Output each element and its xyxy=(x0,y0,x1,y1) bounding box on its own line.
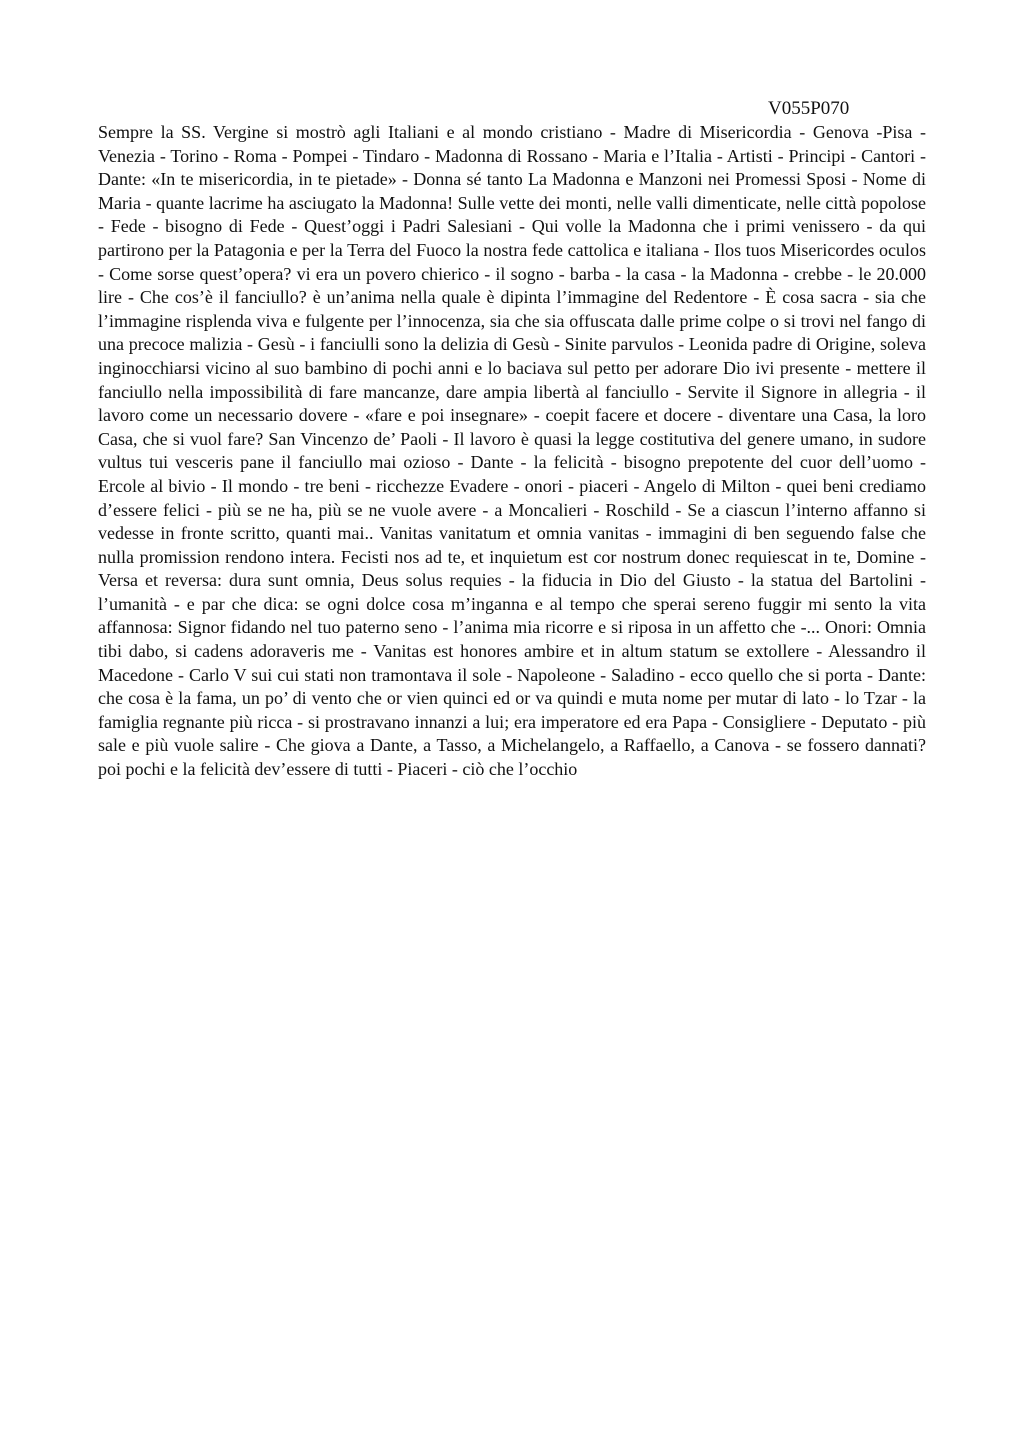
body-paragraph: Sempre la SS. Vergine si mostrò agli Italiani e al mondo cristiano - Madre di Misericordia - Genova -Pisa - Venezia - Torino - Roma - Pompei - Tindaro - Madonna di Rossano - Maria e l’Italia - Artisti - Principi - Cantori - Dante: «In te misericordia, in te pietade» - Donna sé tanto La Madonna e Manzoni nei Promessi Sposi - Nome di Maria - quante lacrime ha asciugato la Madonna! Sulle vette dei monti, nelle valli dimenticate, nelle città popolose - Fede - bisogno di Fede - Quest’oggi i Padri Salesiani - Qui volle la Madonna che i primi venissero - da qui partirono per la Patagonia e per la Terra del Fuoco la nostra fede cattolica e italiana - Ilos tuos Misericordes oculos - Come sorse quest’opera? vi era un povero chierico - il sogno - barba - la casa - la Madonna - crebbe - le 20.000 lire - Che cos’è il fanciullo? è un’anima nella quale è dipinta l’immagine del Redentore - È cosa sacra - sia che l’immagine risplenda viva e fulgente per l’innocenza, sia che sia offuscata dalle prime colpe o si trovi nel fango di una precoce malizia - Gesù - i fanciulli sono la delizia di Gesù - Sinite parvulos - Leonida padre di Origine, soleva inginocchiarsi vicino al suo bambino di pochi anni e lo baciava sul petto per adorare Dio ivi presente - mettere il fanciullo nella impossibilità di fare mancanze, dare ampia libertà al fanciullo - Servite il Signore in allegria - il lavoro come un necessario dovere - «fare e poi insegnare» - coepit facere et docere - diventare una Casa, la loro Casa, che si vuol fare? San Vincenzo de’ Paoli - Il lavoro è quasi la legge costitutiva del genere umano, in sudore vultus tui vesceris pane il fanciullo mai ozioso - Dante - la felicità - bisogno prepotente del cuor dell’uomo - Ercole al bivio - Il mondo - tre beni - ricchezze Evadere - onori - piaceri - Angelo di Milton - quei beni crediamo d’essere felici - più se ne ha, più se ne vuole avere - a Moncalieri - Roschild - Se a ciascun l’interno affanno si vedesse in fronte scritto, quanti mai.. Vanitas vanitatum et omnia vanitas - immagini di ben seguendo false che nulla promission rendono intera. Fecisti nos ad te, et inquietum est cor nostrum donec requiescat in te, Domine - Versa et reversa: dura sunt omnia, Deus solus requies - la fiducia in Dio del Giusto - la statua del Bartolini - l’umanità - e par che dica: se ogni dolce cosa m’inganna e al tempo che sperai sereno fuggir mi sento la vita affannosa: Signor fidando nel tuo paterno seno - l’anima mia ricorre e si riposa in un affetto che -... Onori: Omnia tibi dabo, si cadens adoraveris me - Vanitas est honores ambire et in altum statum se extollere - Alessandro il Macedone - Carlo V sui cui stati non tramontava il sole - Napoleone - Saladino - ecco quello che si porta - Dante: che cosa è la fama, un po’ di vento che or vien quinci ed or va quindi e muta nome per mutar di lato - lo Tzar - la famiglia regnante più ricca - si prostravano innanzi a lui; era imperatore ed era Papa - Consigliere - Deputato - più sale e più vuole salire - Che giova a Dante, a Tasso, a Michelangelo, a Raffaello, a Canova - se fossero dannati? poi pochi e la felicità dev’essere di tutti - Piaceri - ciò che l’occhio xyxy=(98,122,926,780)
page-code: V055P070 xyxy=(768,98,850,119)
